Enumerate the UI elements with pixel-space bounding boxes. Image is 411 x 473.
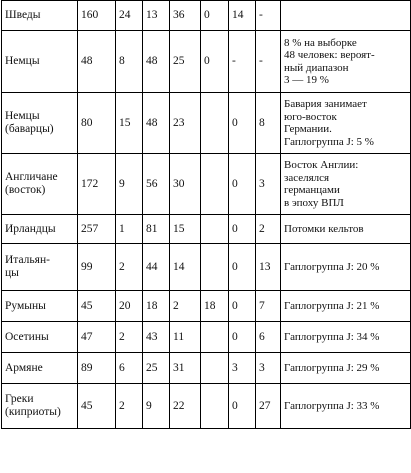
value-cell-c: 25 xyxy=(170,31,201,93)
value-cell-d xyxy=(201,215,229,244)
table-row xyxy=(2,154,411,215)
value-cell-n: 45 xyxy=(78,291,116,322)
value-cell-c: 30 xyxy=(170,154,201,215)
value-cell-a: 8 xyxy=(116,31,143,93)
value-cell-a: 15 xyxy=(116,93,143,154)
table-row xyxy=(2,353,411,384)
value-cell-a: 6 xyxy=(116,353,143,384)
value-cell-b: 13 xyxy=(143,1,170,31)
note-cell: Гаплогруппа J: 29 % xyxy=(281,353,411,384)
population-cell: Шведы xyxy=(2,1,78,31)
population-cell: Ирландцы xyxy=(2,215,78,244)
value-cell-c: 2 xyxy=(170,291,201,322)
population-cell: Немцы xyxy=(2,31,78,93)
note-cell: Бавария занимает юго-восток Германии. Гаплогруппа J: 5 % xyxy=(281,93,411,154)
value-cell-d xyxy=(201,154,229,215)
value-cell-c: 14 xyxy=(170,244,201,291)
note-cell: 8 % на выборке 48 человек: вероят- ный диапазон 3 — 19 % xyxy=(281,31,411,93)
table-row xyxy=(2,93,411,154)
value-cell-a: 2 xyxy=(116,384,143,429)
value-cell-a: 2 xyxy=(116,322,143,353)
population-cell: Румыны xyxy=(2,291,78,322)
value-cell-d xyxy=(201,384,229,429)
value-cell-b: 25 xyxy=(143,353,170,384)
value-cell-a: 2 xyxy=(116,244,143,291)
value-cell-e: 0 xyxy=(229,322,256,353)
note-cell: Гаплогруппа J: 34 % xyxy=(281,322,411,353)
value-cell-n: 48 xyxy=(78,31,116,93)
value-cell-n: 89 xyxy=(78,353,116,384)
value-cell-f: - xyxy=(256,1,281,31)
population-cell: Греки (киприоты) xyxy=(2,384,78,429)
value-cell-f: 3 xyxy=(256,154,281,215)
value-cell-b: 18 xyxy=(143,291,170,322)
note-cell: Восток Англии: заселялся германцами в эпоху ВПЛ xyxy=(281,154,411,215)
value-cell-b: 56 xyxy=(143,154,170,215)
table-row xyxy=(2,1,411,31)
value-cell-a: 24 xyxy=(116,1,143,31)
table-row xyxy=(2,215,411,244)
value-cell-d xyxy=(201,244,229,291)
table-body xyxy=(2,1,411,429)
value-cell-e: 0 xyxy=(229,154,256,215)
value-cell-b: 48 xyxy=(143,31,170,93)
value-cell-c: 15 xyxy=(170,215,201,244)
population-cell: Итальян- цы xyxy=(2,244,78,291)
value-cell-d: 0 xyxy=(201,1,229,31)
note-cell: Гаплогруппа J: 21 % xyxy=(281,291,411,322)
value-cell-f: 3 xyxy=(256,353,281,384)
value-cell-f: 8 xyxy=(256,93,281,154)
value-cell-b: 81 xyxy=(143,215,170,244)
table-row xyxy=(2,384,411,429)
population-cell: Немцы (баварцы) xyxy=(2,93,78,154)
value-cell-a: 20 xyxy=(116,291,143,322)
value-cell-b: 44 xyxy=(143,244,170,291)
note-cell: Потомки кельтов xyxy=(281,215,411,244)
haplogroup-table xyxy=(1,0,411,429)
value-cell-f: 27 xyxy=(256,384,281,429)
note-cell xyxy=(281,1,411,31)
value-cell-n: 160 xyxy=(78,1,116,31)
value-cell-n: 80 xyxy=(78,93,116,154)
value-cell-b: 43 xyxy=(143,322,170,353)
value-cell-n: 45 xyxy=(78,384,116,429)
population-cell: Армяне xyxy=(2,353,78,384)
note-cell: Гаплогруппа J: 33 % xyxy=(281,384,411,429)
value-cell-e: 0 xyxy=(229,215,256,244)
value-cell-d: 0 xyxy=(201,31,229,93)
value-cell-d xyxy=(201,93,229,154)
value-cell-b: 48 xyxy=(143,93,170,154)
value-cell-c: 11 xyxy=(170,322,201,353)
value-cell-d xyxy=(201,353,229,384)
value-cell-f: 2 xyxy=(256,215,281,244)
value-cell-n: 172 xyxy=(78,154,116,215)
value-cell-e: 0 xyxy=(229,93,256,154)
value-cell-n: 47 xyxy=(78,322,116,353)
value-cell-f: - xyxy=(256,31,281,93)
value-cell-c: 36 xyxy=(170,1,201,31)
value-cell-b: 9 xyxy=(143,384,170,429)
value-cell-e: 0 xyxy=(229,384,256,429)
table-row xyxy=(2,291,411,322)
value-cell-a: 1 xyxy=(116,215,143,244)
value-cell-e: - xyxy=(229,31,256,93)
value-cell-a: 9 xyxy=(116,154,143,215)
value-cell-f: 13 xyxy=(256,244,281,291)
value-cell-c: 23 xyxy=(170,93,201,154)
value-cell-n: 99 xyxy=(78,244,116,291)
value-cell-f: 7 xyxy=(256,291,281,322)
value-cell-c: 22 xyxy=(170,384,201,429)
population-cell: Осетины xyxy=(2,322,78,353)
table-row xyxy=(2,244,411,291)
value-cell-e: 3 xyxy=(229,353,256,384)
value-cell-e: 14 xyxy=(229,1,256,31)
value-cell-e: 0 xyxy=(229,244,256,291)
population-cell: Англичане (восток) xyxy=(2,154,78,215)
table-row xyxy=(2,322,411,353)
value-cell-f: 6 xyxy=(256,322,281,353)
note-cell: Гаплогруппа J: 20 % xyxy=(281,244,411,291)
value-cell-c: 31 xyxy=(170,353,201,384)
table-row xyxy=(2,31,411,93)
value-cell-e: 0 xyxy=(229,291,256,322)
value-cell-d: 18 xyxy=(201,291,229,322)
value-cell-d xyxy=(201,322,229,353)
value-cell-n: 257 xyxy=(78,215,116,244)
